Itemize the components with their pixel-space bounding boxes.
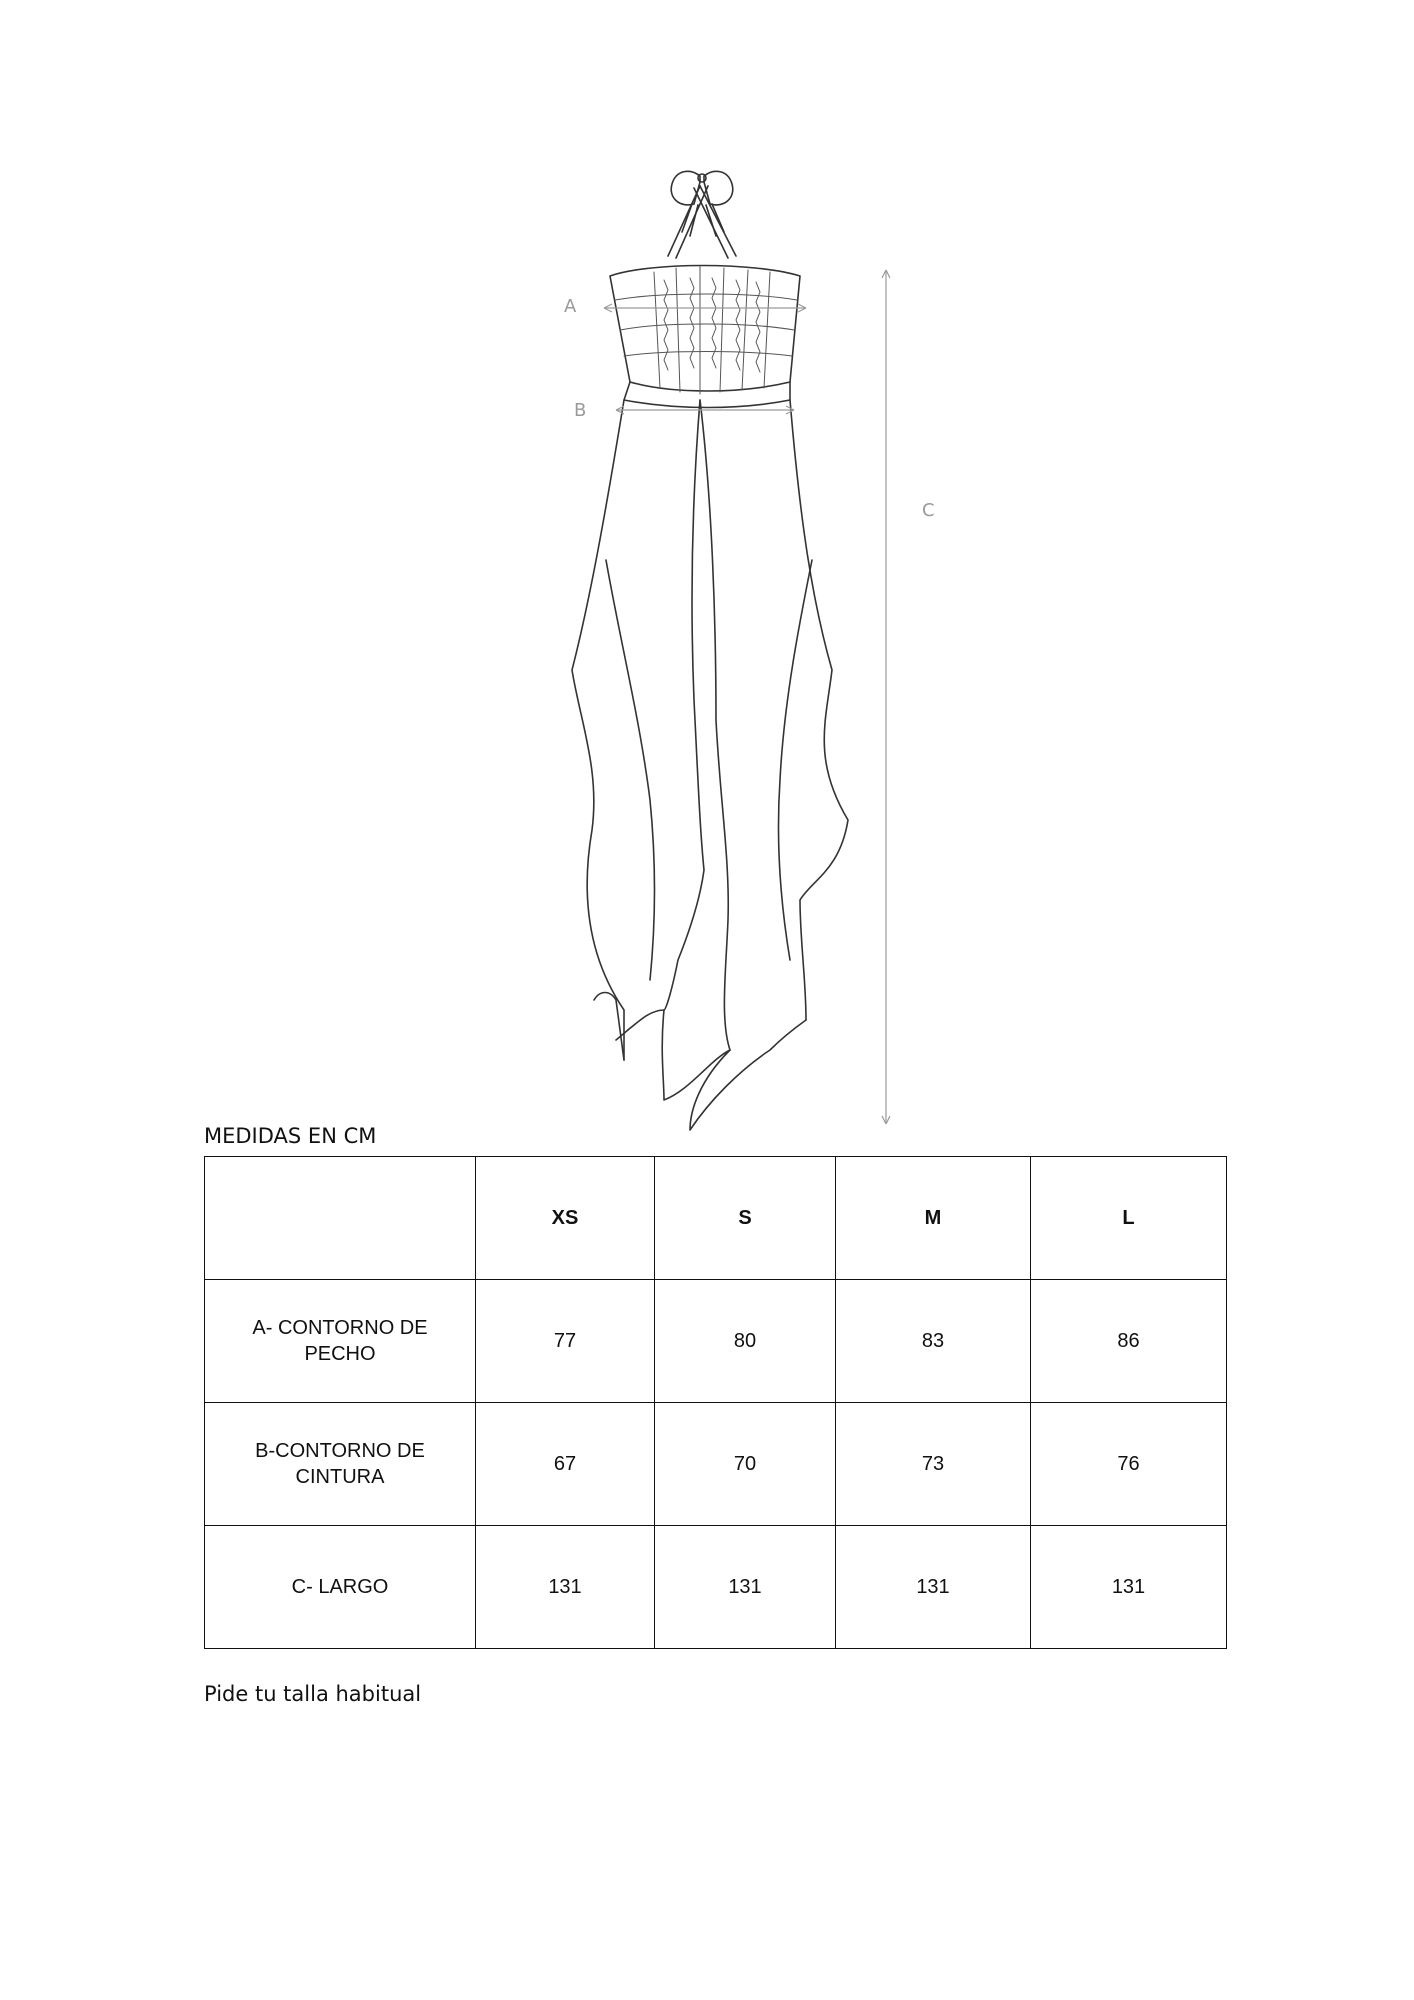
row-label-text: A- CONTORNO DE PECHO [252, 1317, 428, 1365]
table-row [205, 1526, 1227, 1649]
table-row [205, 1403, 1227, 1526]
dimension-label-b: B [574, 400, 587, 421]
size-header-m: M [836, 1157, 1031, 1280]
table-cell: 80 [655, 1280, 836, 1403]
table-cell: 73 [836, 1403, 1031, 1526]
dimension-label-a: A [564, 296, 577, 317]
table-corner-cell [205, 1157, 476, 1280]
size-header-xs: XS [476, 1157, 655, 1280]
table-cell: 131 [1031, 1526, 1227, 1649]
table-cell: 67 [476, 1403, 655, 1526]
size-table [204, 1156, 1227, 1649]
table-cell: 77 [476, 1280, 655, 1403]
table-header-row [205, 1157, 1227, 1280]
row-label [205, 1403, 476, 1526]
table-cell: 83 [836, 1280, 1031, 1403]
table-cell: 131 [836, 1526, 1031, 1649]
table-row [205, 1280, 1227, 1403]
table-cell: 131 [655, 1526, 836, 1649]
size-header-l: L [1031, 1157, 1227, 1280]
table-cell: 131 [476, 1526, 655, 1649]
size-advice-note: Pide tu talla habitual [204, 1682, 422, 1706]
row-label: C- LARGO [205, 1526, 476, 1649]
table-cell: 86 [1031, 1280, 1227, 1403]
dress-technical-sketch [540, 160, 960, 1160]
units-title: MEDIDAS EN CM [204, 1124, 377, 1148]
table-cell: 76 [1031, 1403, 1227, 1526]
row-label [205, 1280, 476, 1403]
size-header-s: S [655, 1157, 836, 1280]
row-label-text: B-CONTORNO DE CINTURA [255, 1440, 425, 1488]
table-cell: 70 [655, 1403, 836, 1526]
dimension-label-c: C [922, 500, 935, 521]
